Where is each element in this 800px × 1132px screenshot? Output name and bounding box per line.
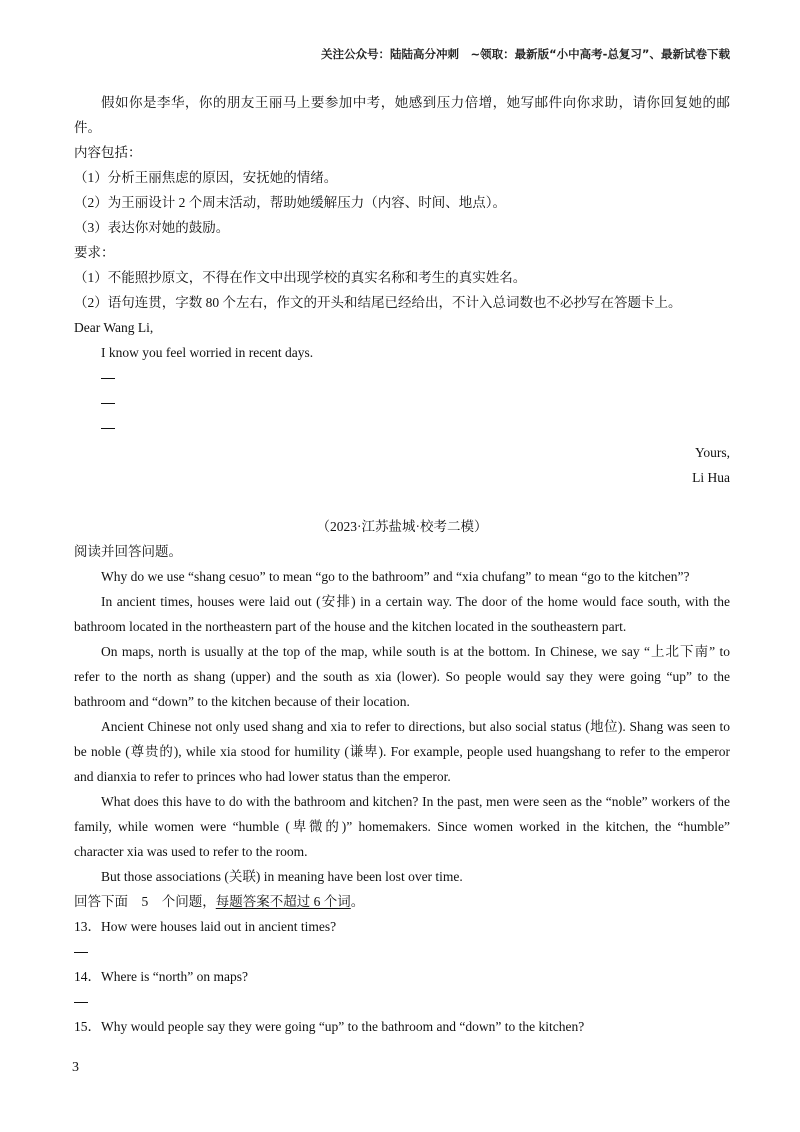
reading-instruction: 阅读并回答问题。 — [74, 544, 182, 559]
passage-paragraph: What does this have to do with the bathroom and kitchen? In the past, men were seen as the “noble” workers of the family, while women were “humble (卑微的)” homemakers. Since women worked in the kitchen, the “humble” character xia was used to refer to the room. — [74, 794, 730, 859]
letter-closing: Yours, — [694, 445, 730, 460]
content-item: （1）分析王丽焦虑的原因，安抚她的情绪。 — [74, 170, 338, 185]
passage-paragraph: In ancient times, houses were laid out (安排) in a certain way. The door of the home would face south, with the bathroom located in the northeastern part of the house and the kitchen located in the southeastern part. — [74, 594, 730, 634]
content-item: （3）表达你对她的鼓励。 — [74, 220, 230, 235]
letter-salutation: Dear Wang Li, — [74, 320, 154, 335]
requirements-title: 要求： — [74, 245, 115, 260]
answer-blank-line[interactable] — [74, 365, 730, 390]
letter-opening: I know you feel worried in recent days. — [101, 345, 314, 360]
answer-limit-underlined: 每题答案不超过 6 个词 — [215, 894, 351, 909]
writing-task — [74, 90, 730, 490]
requirement-item: （1）不能照抄原文，不得在作文中出现学校的真实名称和考生的真实姓名。 — [74, 270, 527, 285]
page-header: 关注公众号：陆陆高分冲刺 ~领取：最新版“小中高考-总复习”、最新试卷下载 — [320, 47, 730, 61]
content-title: 内容包括： — [74, 145, 142, 160]
letter-signature: Li Hua — [692, 470, 730, 485]
passage-paragraph: Ancient Chinese not only used shang and xia to refer to directions, but also social status (地位). Shang was seen to be noble (尊贵的), while xia stood for humility (谦卑). For example, people used huangshang to refer to the emperor and dianxia to refer to princes who had lower status than the emperor. — [74, 719, 730, 784]
question-13: 13．How were houses laid out in ancient times? — [74, 919, 337, 934]
question-source: （2023·江苏盐城·校考二模） — [316, 519, 488, 534]
passage-paragraph: On maps, north is usually at the top of the map, while south is at the bottom. In Chinese, we say “上北下南” to refer to the north as shang (upper) and the south as xia (lower). So people would say they were going “up” to the bathroom and “down” to the kitchen because of their location. — [74, 644, 730, 709]
writing-prompt: 假如你是李华，你的朋友王丽马上要参加中考，她感到压力倍增，她写邮件向你求助，请你回复她的邮件。 — [74, 95, 730, 135]
answer-blank-14[interactable] — [74, 989, 730, 1014]
question-14: 14．Where is “north” on maps? — [74, 969, 248, 984]
question-15: 15．Why would people say they were going “up” to the bathroom and “down” to the kitchen? — [74, 1019, 585, 1034]
answer-blank-13[interactable] — [74, 939, 730, 964]
answer-instruction: 回答下面 5 个问题，每题答案不超过 6 个词。 — [74, 894, 365, 909]
answer-blank-line[interactable] — [74, 390, 730, 415]
passage-paragraph: But those associations (关联) in meaning have been lost over time. — [101, 869, 463, 884]
reading-section — [74, 514, 730, 1039]
passage-paragraph: Why do we use “shang cesuo” to mean “go to the bathroom” and “xia chufang” to mean “go to the kitchen”? — [101, 569, 690, 584]
answer-blank-line[interactable] — [74, 415, 730, 440]
page-number: 3 — [72, 1060, 79, 1075]
requirement-item: （2）语句连贯，字数 80 个左右，作文的开头和结尾已经给出，不计入总词数也不必抄写在答题卡上。 — [74, 295, 682, 310]
content-item: （2）为王丽设计 2 个周末活动，帮助她缓解压力（内容、时间、地点）。 — [74, 195, 506, 210]
